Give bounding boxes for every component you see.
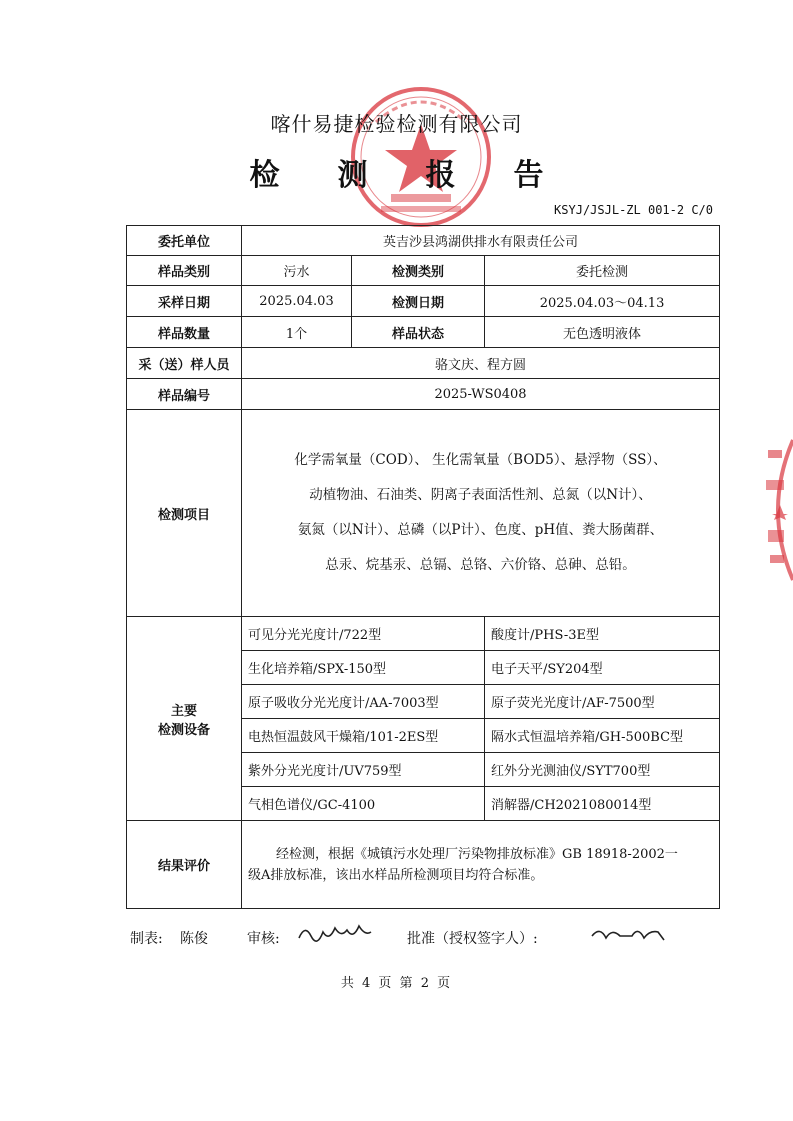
- equipment-item: 紫外分光光度计/UV759型: [242, 753, 485, 787]
- equipment-item: 消解器/CH2021080014型: [485, 787, 720, 821]
- sample-qty-label: 样品数量: [127, 317, 242, 348]
- sampler-label: 采（送）样人员: [127, 348, 242, 379]
- equipment-item: 可见分光光度计/722型: [242, 617, 485, 651]
- row-dates: [127, 286, 720, 317]
- document-number: KSYJ/JSJL-ZL 001-2 C/0: [554, 203, 713, 217]
- result-value: [242, 821, 720, 909]
- row-client: [127, 226, 720, 256]
- row-sample-qty: [127, 317, 720, 348]
- equipment-label-line-2: 检测设备: [157, 722, 210, 738]
- approved-label: 批准（授权签字人）:: [407, 931, 538, 947]
- equipment-label: [127, 617, 242, 821]
- page-number: 共 4 页 第 2 页: [340, 976, 453, 991]
- test-type-value: 委托检测: [485, 256, 720, 286]
- sampling-date-label: 采样日期: [127, 286, 242, 317]
- test-items-line: 总汞、烷基汞、总镉、总铬、六价铬、总砷、总铅。: [325, 557, 636, 573]
- client-value: 英吉沙县鸿湖供排水有限责任公司: [242, 226, 720, 256]
- seam-stamp: [758, 430, 793, 590]
- test-items-label: 检测项目: [127, 410, 242, 617]
- row-sampler: [127, 348, 720, 379]
- sample-state-value: 无色透明液体: [485, 317, 720, 348]
- row-sample-type: [127, 256, 720, 286]
- prepared-by: 陈俊: [180, 931, 208, 947]
- sample-type-label: 样品类别: [127, 256, 242, 286]
- sample-type-value: 污水: [242, 256, 352, 286]
- sample-no-label: 样品编号: [127, 379, 242, 410]
- equipment-label-line-1: 主要: [170, 703, 197, 719]
- result-line-2: 级A排放标准，该出水样品所检测项目均符合标准。: [248, 867, 544, 883]
- equipment-item: 隔水式恒温培养箱/GH-500BC型: [485, 719, 720, 753]
- sampler-value: 骆文庆、程方圆: [242, 348, 720, 379]
- equipment-item: 原子荧光光度计/AF-7500型: [485, 685, 720, 719]
- approver-signature: [588, 920, 668, 948]
- result-line-1: 经检测，根据《城镇污水处理厂污染物排放标准》GB 18918-2002一: [276, 846, 678, 862]
- row-result: [127, 821, 720, 909]
- report-table: [126, 225, 720, 909]
- test-type-label: 检测类别: [352, 256, 485, 286]
- equipment-item: 原子吸收分光光度计/AA-7003型: [242, 685, 485, 719]
- test-items-line: 动植物油、石油类、阴离子表面活性剂、总氮（以N计）、: [309, 487, 652, 503]
- reviewed-label: 审核:: [247, 931, 280, 947]
- sample-qty-value: 1个: [242, 317, 352, 348]
- test-items-line: 化学需氧量（COD）、 生化需氧量（BOD5）、悬浮物（SS）、: [294, 452, 667, 468]
- equipment-item: 电子天平/SY204型: [485, 651, 720, 685]
- equipment-row: [127, 617, 720, 651]
- test-date-label: 检测日期: [352, 286, 485, 317]
- test-date-value: 2025.04.03～04.13: [485, 286, 720, 317]
- sample-no-value: 2025-WS0408: [242, 379, 720, 410]
- row-sample-no: [127, 379, 720, 410]
- report-title: 检测报告: [249, 158, 602, 193]
- sampling-date-value: 2025.04.03: [242, 286, 352, 317]
- client-label: 委托单位: [127, 226, 242, 256]
- equipment-item: 红外分光测油仪/SYT700型: [485, 753, 720, 787]
- test-items-value: [242, 410, 720, 617]
- prepared-label: 制表:: [130, 931, 163, 947]
- result-label: 结果评价: [127, 821, 242, 909]
- row-test-items: [127, 410, 720, 617]
- equipment-item: 生化培养箱/SPX-150型: [242, 651, 485, 685]
- equipment-item: 酸度计/PHS-3E型: [485, 617, 720, 651]
- test-items-line: 氨氮（以N计）、总磷（以P计）、色度、pH值、粪大肠菌群、: [297, 522, 664, 538]
- company-name: 喀什易捷检验检测有限公司: [270, 112, 523, 136]
- equipment-item: 电热恒温鼓风干燥箱/101-2ES型: [242, 719, 485, 753]
- reviewer-signature: [295, 920, 375, 948]
- equipment-item: 气相色谱仪/GC-4100: [242, 787, 485, 821]
- sample-state-label: 样品状态: [352, 317, 485, 348]
